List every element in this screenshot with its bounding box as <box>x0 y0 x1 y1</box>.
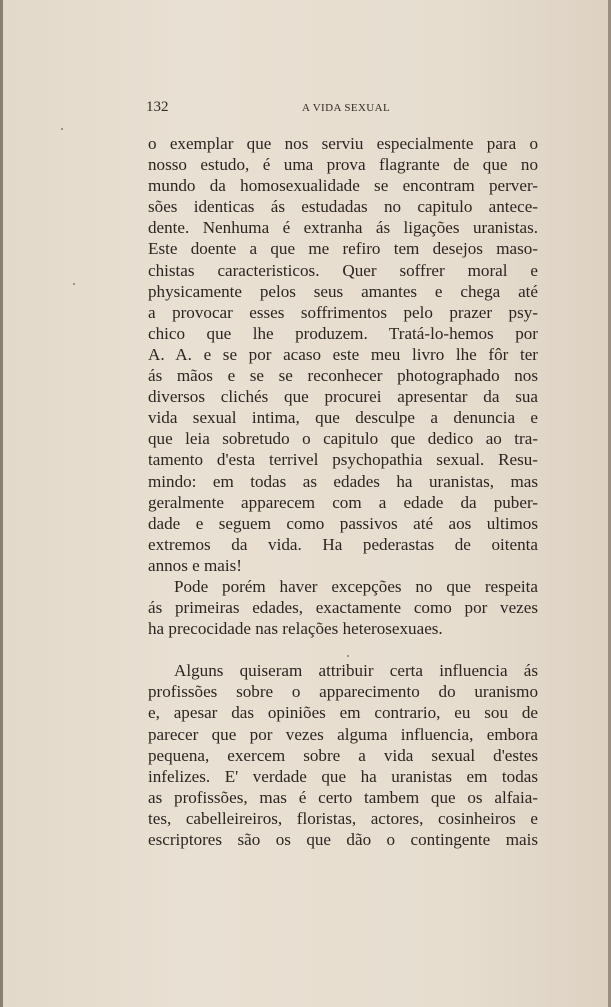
text-line: dade e seguem como passivos até aos ultimos <box>148 513 538 533</box>
running-head: A VIDA SEXUAL <box>302 102 391 114</box>
text-line: Este doente a que me refiro tem desejos maso- <box>148 239 538 259</box>
text-line: chistas caracteristicos. Quer soffrer moral e <box>148 260 538 280</box>
text-line: infelizes. E' verdade que ha uranistas em todas <box>148 766 538 786</box>
page-header <box>146 99 534 119</box>
text-line: profissões sobre o apparecimento do uranismo <box>148 682 538 702</box>
text-line: ha precocidade nas relações heterosexuaes. <box>148 619 443 639</box>
text-line: tamento d'esta terrivel psychopathia sexual. Resu- <box>148 450 538 470</box>
text-line: A. A. e se por acaso este meu livro lhe fôr ter <box>148 344 538 364</box>
paper-speck <box>73 283 75 285</box>
text-line: extremos da vida. Ha pederastas de oitenta <box>148 534 538 554</box>
paragraph-gap <box>148 639 538 660</box>
text-line: o exemplar que nos serviu especialmente para o <box>148 134 538 153</box>
text-line: mundo da homosexualidade se encontram perver- <box>148 176 538 196</box>
text-line: physicamente pelos seus amantes e chega até <box>148 281 538 301</box>
text-line: Pode porém haver excepções no que respeita <box>174 576 538 596</box>
text-line: as profissões, mas é certo tambem que os alfaia- <box>148 787 538 807</box>
body-text <box>148 133 538 850</box>
paragraph-2 <box>148 576 538 639</box>
paper-speck <box>347 655 349 657</box>
text-line: annos e mais! <box>148 555 242 575</box>
text-line: parecer que por vezes alguma influencia, embora <box>148 724 538 744</box>
text-line: mindo: em todas as edades ha uranistas, mas <box>148 471 538 491</box>
text-line: tes, cabelleireiros, floristas, actores, cosinheiros e <box>148 808 538 828</box>
text-line: nosso estudo, é uma prova flagrante de que no <box>148 155 538 175</box>
text-line: escriptores são os que dão o contingente mais <box>148 830 538 849</box>
text-line: e, apesar das opiniões em contrario, eu sou de <box>148 703 538 723</box>
text-line: a provocar esses soffrimentos pelo prazer psy- <box>148 302 538 322</box>
text-line: ás primeiras edades, exactamente como por vezes <box>148 598 538 618</box>
text-line: dente. Nenhuma é extranha ás ligações uranistas. <box>148 218 538 238</box>
paragraph-3 <box>148 660 538 850</box>
page-number: 132 <box>146 99 169 115</box>
text-line: chico que lhe produzem. Tratá-lo-hemos por <box>148 323 538 343</box>
text-line: que leia sobretudo o capitulo que dedico ao tra- <box>148 429 538 449</box>
text-line: ás mãos e se se reconhecer photographado nos <box>148 366 538 386</box>
text-line: Alguns quiseram attribuir certa influencia ás <box>174 661 538 681</box>
text-line: vida sexual intima, que desculpe a denuncia e <box>148 408 538 428</box>
text-line: pequena, exercem sobre a vida sexual d'estes <box>148 745 538 765</box>
text-line: geralmente apparecem com a edade da puber- <box>148 492 538 512</box>
text-line: diversos clichés que procurei apresentar da sua <box>148 387 538 407</box>
paragraph-1 <box>148 133 538 576</box>
paper-speck <box>61 128 63 130</box>
text-line: sões identicas ás estudadas no capitulo antece- <box>148 197 538 217</box>
